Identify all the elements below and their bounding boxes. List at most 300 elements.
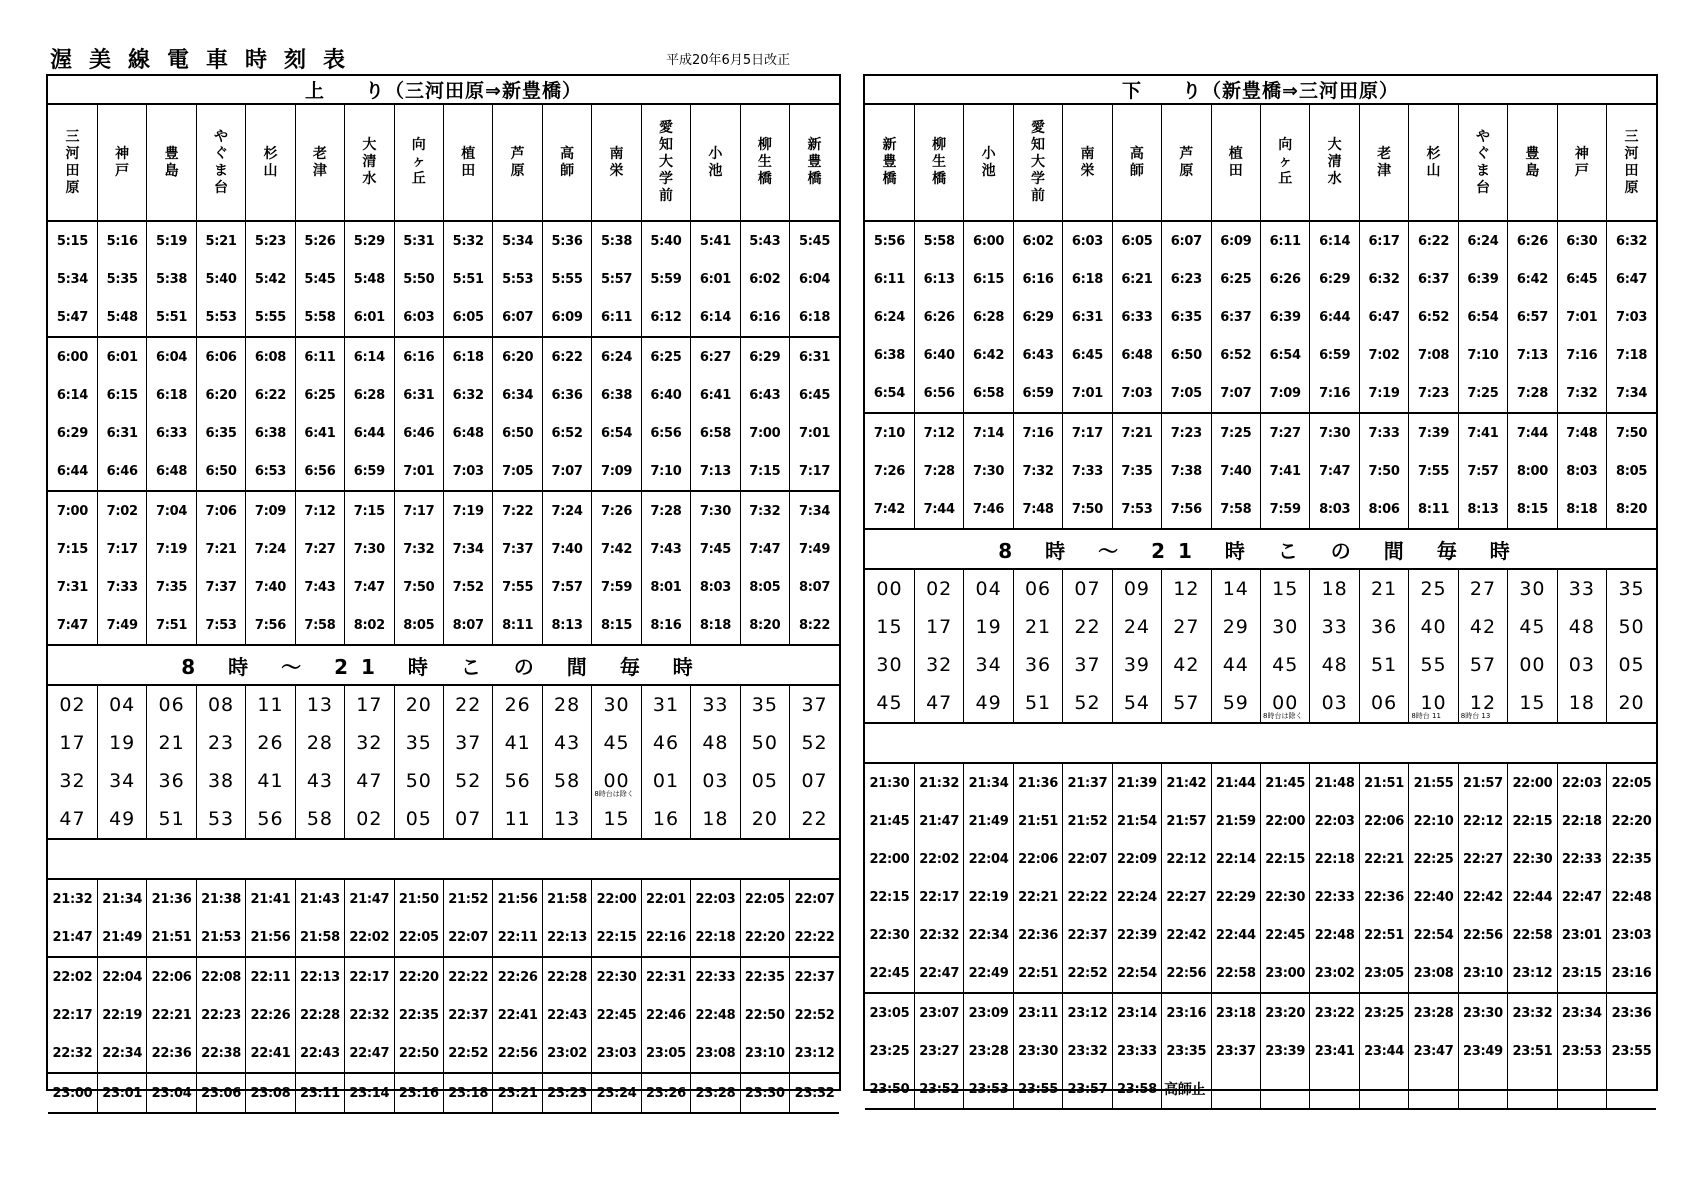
departure-time: 23:47 <box>1409 1032 1458 1070</box>
departure-time: 22:47 <box>914 954 963 993</box>
departure-time: 6:29 <box>56 425 89 441</box>
departure-time: 22:07 <box>790 879 839 918</box>
departure-time: 23:09 <box>964 993 1013 1032</box>
station-label: 植田 <box>461 145 476 179</box>
departure-time: 7:42 <box>592 530 641 568</box>
station-name <box>1508 104 1557 221</box>
departure-time: 6:59 <box>345 452 394 491</box>
departure-time: 7:34 <box>444 530 493 568</box>
page-title: 渥美線電車時刻表 <box>50 48 363 73</box>
departure-time: 22:22 <box>790 918 839 957</box>
departure-time: 6:56 <box>641 414 690 452</box>
departure-time: 7:56 <box>246 606 295 645</box>
departure-time: 5:38 <box>592 221 641 260</box>
departure-time: 23:55 <box>1013 1070 1062 1109</box>
departure-time: 7:30 <box>964 452 1013 490</box>
station-label: 柳生橋 <box>757 137 772 187</box>
departure-minute: 40 <box>1409 608 1458 646</box>
departure-time: 7:32 <box>394 530 443 568</box>
departure-time: 7:49 <box>790 530 839 568</box>
departure-time: 7:51 <box>147 606 196 645</box>
departure-minute: 31 <box>641 685 690 724</box>
departure-time: 6:11 <box>1261 221 1310 260</box>
station-name <box>345 104 394 221</box>
departure-time: 5:50 <box>394 260 443 298</box>
departure-time: 6:01 <box>345 298 394 337</box>
station-label: 大清水 <box>1327 137 1342 187</box>
departure-time: 6:47 <box>1359 298 1408 336</box>
departure-minute: 25 <box>1409 569 1458 608</box>
departure-time: 7:12 <box>914 413 963 452</box>
departure-time: 22:02 <box>914 840 963 878</box>
departure-time: 7:00 <box>56 503 89 519</box>
departure-time <box>1458 1070 1507 1109</box>
station-name <box>1458 104 1507 221</box>
departure-minute: 04 <box>97 685 146 724</box>
departure-time: 22:38 <box>196 1034 245 1073</box>
departure-time: 7:05 <box>1162 374 1211 413</box>
departure-time: 21:52 <box>444 879 493 918</box>
departure-time: 23:55 <box>1607 1032 1656 1070</box>
departure-time: 7:37 <box>196 568 245 606</box>
departure-time: 7:28 <box>1508 374 1557 413</box>
departure-time: 22:06 <box>1013 840 1062 878</box>
station-name <box>1409 104 1458 221</box>
departure-time: 7:42 <box>865 490 914 529</box>
departure-minute: 15 <box>592 800 641 839</box>
departure-time: 22:52 <box>1063 954 1112 993</box>
departure-time: 6:36 <box>542 376 591 414</box>
departure-time: 22:45 <box>865 954 914 993</box>
timetable-row <box>48 337 839 376</box>
departure-minute: 28 <box>295 724 344 762</box>
departure-time: 23:53 <box>1557 1032 1606 1070</box>
departure-time: 21:56 <box>246 918 295 957</box>
departure-minute: 27 <box>1162 608 1211 646</box>
departure-time <box>1409 1070 1458 1109</box>
departure-time: 21:34 <box>97 879 146 918</box>
departure-time: 23:30 <box>740 1073 789 1113</box>
departure-time: 22:05 <box>394 918 443 957</box>
departure-time: 22:20 <box>1607 802 1656 840</box>
station-name <box>394 104 443 221</box>
departure-time: 8:03 <box>691 568 740 606</box>
departure-time: 23:35 <box>1162 1032 1211 1070</box>
timetable-row <box>48 957 839 996</box>
departure-time: 7:50 <box>1607 413 1656 452</box>
departure-time: 5:47 <box>48 298 97 337</box>
up-station-row <box>48 104 839 221</box>
departure-time: 7:16 <box>1310 374 1359 413</box>
departure-minute: 27 <box>1458 569 1507 608</box>
departure-time: 8:01 <box>641 568 690 606</box>
departure-time: 22:51 <box>1013 954 1062 993</box>
station-label: やぐま台 <box>214 128 229 196</box>
departure-time: 6:01 <box>691 260 740 298</box>
departure-time: 21:47 <box>914 802 963 840</box>
departure-time: 6:52 <box>1211 336 1260 374</box>
station-name <box>1557 104 1606 221</box>
departure-minute: 15 <box>1261 569 1310 608</box>
departure-time: 6:26 <box>914 298 963 336</box>
departure-time: 22:43 <box>542 996 591 1034</box>
departure-minute: 00 8時台は除く <box>592 762 641 800</box>
departure-time: 22:58 <box>1508 916 1557 954</box>
departure-time: 23:01 <box>97 1073 146 1113</box>
departure-minute: 30 <box>1261 608 1310 646</box>
departure-time: 23:08 <box>246 1073 295 1113</box>
station-name <box>147 104 196 221</box>
departure-time: 6:37 <box>1409 260 1458 298</box>
station-label: 高師 <box>1129 145 1144 179</box>
departure-time: 7:17 <box>97 530 146 568</box>
departure-time: 22:09 <box>1112 840 1161 878</box>
departure-time: 5:34 <box>493 221 542 260</box>
departure-time: 22:56 <box>1458 916 1507 954</box>
departure-time: 22:45 <box>592 996 641 1034</box>
station-name <box>790 104 839 221</box>
departure-time: 22:00 <box>869 851 910 867</box>
station-name <box>740 104 789 221</box>
station-name <box>964 104 1013 221</box>
departure-time: 23:20 <box>1261 993 1310 1032</box>
departure-time: 23:00 <box>48 1073 97 1113</box>
departure-time: 22:36 <box>1359 878 1408 916</box>
departure-time: 22:50 <box>394 1034 443 1073</box>
departure-time: 23:10 <box>1458 954 1507 993</box>
departure-minute: 43 <box>295 762 344 800</box>
departure-time: 7:27 <box>295 530 344 568</box>
departure-time: 7:00 <box>740 414 789 452</box>
station-name <box>1162 104 1211 221</box>
departure-minute: 03 <box>1557 646 1606 684</box>
departure-time: 23:08 <box>691 1034 740 1073</box>
departure-minute: 35 <box>394 724 443 762</box>
departure-minute: 37 <box>1063 646 1112 684</box>
departure-time: 23:41 <box>1310 1032 1359 1070</box>
departure-minute: 36 <box>1359 608 1408 646</box>
departure-minute: 48 <box>1557 608 1606 646</box>
departure-time: 7:34 <box>1607 374 1656 413</box>
departure-time <box>1261 1070 1310 1109</box>
departure-time: 8:11 <box>493 606 542 645</box>
departure-minute: 22 <box>790 800 839 839</box>
station-name <box>1211 104 1260 221</box>
departure-time: 23:33 <box>1112 1032 1161 1070</box>
departure-minute: 20 <box>740 800 789 839</box>
departure-time: 6:15 <box>97 376 146 414</box>
departure-minute: 46 <box>641 724 690 762</box>
departure-minute: 03 <box>1310 684 1359 723</box>
departure-time: 7:56 <box>1162 490 1211 529</box>
departure-minute: 45 <box>592 724 641 762</box>
departure-time: 7:10 <box>873 425 906 441</box>
departure-minute: 21 <box>1013 608 1062 646</box>
departure-time: 22:10 <box>1409 802 1458 840</box>
departure-time <box>1211 1070 1260 1109</box>
departure-time: 7:12 <box>295 491 344 530</box>
departure-time: 6:54 <box>592 414 641 452</box>
departure-minute: 06 <box>1013 569 1062 608</box>
timetable-row <box>48 996 839 1034</box>
departure-time: 6:35 <box>196 414 245 452</box>
station-label: 三河田原 <box>1624 128 1639 196</box>
departure-minute: 52 <box>1063 684 1112 723</box>
departure-time: 8:05 <box>394 606 443 645</box>
revision-date: 平成20年6月5日改正 <box>666 53 791 68</box>
departure-time: 7:47 <box>1310 452 1359 490</box>
departure-time: 8:18 <box>691 606 740 645</box>
departure-time: 7:50 <box>1359 452 1408 490</box>
departure-time: 21:49 <box>97 918 146 957</box>
timetable-row <box>48 879 839 918</box>
departure-time: 7:25 <box>1458 374 1507 413</box>
departure-time: 7:47 <box>740 530 789 568</box>
departure-time: 22:06 <box>147 957 196 996</box>
departure-time: 22:54 <box>1112 954 1161 993</box>
departure-time: 6:20 <box>493 337 542 376</box>
departure-time: 23:05 <box>641 1034 690 1073</box>
departure-time: 21:44 <box>1211 763 1260 802</box>
departure-time: 22:03 <box>1310 802 1359 840</box>
departure-time: 23:18 <box>444 1073 493 1113</box>
departure-time: 6:04 <box>790 260 839 298</box>
departure-time: 22:58 <box>1211 954 1260 993</box>
timetable-row <box>865 413 1656 452</box>
departure-time: 23:16 <box>1162 993 1211 1032</box>
departure-time: 22:30 <box>592 957 641 996</box>
departure-time: 23:28 <box>1409 993 1458 1032</box>
departure-time: 7:40 <box>246 568 295 606</box>
departure-minute: 07 <box>790 762 839 800</box>
timetable-row <box>48 530 839 568</box>
departure-time: 6:20 <box>196 376 245 414</box>
departure-minute: 23 <box>196 724 245 762</box>
departure-time: 7:19 <box>444 491 493 530</box>
departure-time: 21:57 <box>1162 802 1211 840</box>
departure-time: 6:47 <box>1607 260 1656 298</box>
departure-time: 22:17 <box>914 878 963 916</box>
departure-minute: 04 <box>964 569 1013 608</box>
departure-time: 5:38 <box>147 260 196 298</box>
departure-minute: 26 <box>246 724 295 762</box>
departure-time: 7:23 <box>1409 374 1458 413</box>
departure-time: 7:50 <box>394 568 443 606</box>
departure-time: 7:34 <box>790 491 839 530</box>
departure-time: 23:57 <box>1063 1070 1112 1109</box>
departure-time: 7:10 <box>641 452 690 491</box>
departure-time: 6:42 <box>964 336 1013 374</box>
departure-minute: 06 <box>1359 684 1408 723</box>
departure-minute: 17 <box>345 685 394 724</box>
departure-time: 6:22 <box>1409 221 1458 260</box>
departure-minute: 28 <box>542 685 591 724</box>
timetable-row <box>48 221 839 260</box>
departure-time: 22:50 <box>740 996 789 1034</box>
departure-time: 5:23 <box>246 221 295 260</box>
departure-time: 6:27 <box>691 337 740 376</box>
departure-minute: 20 <box>1607 684 1656 723</box>
minute-row <box>865 608 1656 646</box>
timetable-row <box>865 452 1656 490</box>
departure-time: 8:15 <box>1508 490 1557 529</box>
departure-time: 23:37 <box>1211 1032 1260 1070</box>
departure-minute: 35 <box>740 685 789 724</box>
departure-minute: 22 <box>444 685 493 724</box>
departure-minute: 41 <box>246 762 295 800</box>
departure-time: 23:16 <box>394 1073 443 1113</box>
departure-time: 5:45 <box>790 221 839 260</box>
departure-minute: 01 <box>641 762 690 800</box>
departure-time: 6:32 <box>1607 221 1656 260</box>
minute-row <box>865 569 1656 608</box>
departure-time: 7:37 <box>493 530 542 568</box>
departure-time: 5:32 <box>444 221 493 260</box>
departure-time: 7:17 <box>790 452 839 491</box>
station-name <box>865 104 914 221</box>
departure-time: 7:35 <box>147 568 196 606</box>
departure-time: 6:09 <box>1211 221 1260 260</box>
departure-minute: 21 <box>1359 569 1408 608</box>
departure-time: 23:36 <box>1607 993 1656 1032</box>
departure-time: 7:49 <box>97 606 146 645</box>
departure-time: 6:18 <box>147 376 196 414</box>
departure-time: 高師止 <box>1162 1070 1211 1109</box>
departure-time: 6:18 <box>790 298 839 337</box>
departure-time: 22:26 <box>246 996 295 1034</box>
timetable-row <box>48 260 839 298</box>
departure-minute: 33 <box>1557 569 1606 608</box>
departure-time: 7:32 <box>1557 374 1606 413</box>
departure-time: 7:30 <box>345 530 394 568</box>
departure-time: 22:28 <box>542 957 591 996</box>
departure-time: 21:56 <box>493 879 542 918</box>
departure-time: 7:57 <box>542 568 591 606</box>
departure-minute: 11 <box>493 800 542 839</box>
departure-time: 5:29 <box>345 221 394 260</box>
departure-time: 22:07 <box>444 918 493 957</box>
departure-time: 7:32 <box>1013 452 1062 490</box>
timetable-row <box>48 414 839 452</box>
departure-time: 7:55 <box>493 568 542 606</box>
departure-time: 7:01 <box>790 414 839 452</box>
station-name <box>1112 104 1161 221</box>
departure-time: 8:20 <box>1607 490 1656 529</box>
departure-minute: 32 <box>345 724 394 762</box>
departure-time: 23:00 <box>1261 954 1310 993</box>
exception-note: 8時台は除く <box>1263 712 1303 720</box>
departure-time: 21:39 <box>1112 763 1161 802</box>
departure-time: 21:32 <box>52 891 93 907</box>
departure-time: 22:37 <box>444 996 493 1034</box>
minute-row <box>865 684 1656 723</box>
departure-time: 7:52 <box>444 568 493 606</box>
departure-time: 22:15 <box>869 889 910 905</box>
departure-time: 21:57 <box>1458 763 1507 802</box>
departure-time: 5:19 <box>147 221 196 260</box>
departure-time: 23:10 <box>740 1034 789 1073</box>
departure-minute: 34 <box>97 762 146 800</box>
departure-time: 22:35 <box>1607 840 1656 878</box>
departure-time: 6:03 <box>1063 221 1112 260</box>
station-name <box>444 104 493 221</box>
departure-minute: 13 <box>542 800 591 839</box>
departure-time: 23:01 <box>1557 916 1606 954</box>
departure-time: 6:04 <box>147 337 196 376</box>
departure-time: 6:30 <box>1557 221 1606 260</box>
timetable-row <box>48 918 839 957</box>
departure-time: 6:21 <box>1112 260 1161 298</box>
station-label: 向ヶ丘 <box>411 137 426 187</box>
departure-time: 6:54 <box>1261 336 1310 374</box>
departure-time: 6:58 <box>691 414 740 452</box>
departure-time: 23:25 <box>869 1043 910 1059</box>
departure-time: 22:48 <box>691 996 740 1034</box>
departure-minute: 30 <box>876 654 903 676</box>
departure-time: 7:44 <box>1508 413 1557 452</box>
departure-time: 22:19 <box>964 878 1013 916</box>
departure-time: 6:37 <box>1211 298 1260 336</box>
departure-time: 22:19 <box>97 996 146 1034</box>
station-label: 神戸 <box>115 145 130 179</box>
departure-minute: 52 <box>790 724 839 762</box>
departure-time: 7:09 <box>246 491 295 530</box>
departure-minute: 51 <box>147 800 196 839</box>
departure-time: 22:37 <box>1063 916 1112 954</box>
station-name <box>48 104 97 221</box>
station-name <box>1310 104 1359 221</box>
departure-time: 22:17 <box>52 1007 93 1023</box>
departure-time: 23:06 <box>196 1073 245 1113</box>
departure-time: 7:04 <box>147 491 196 530</box>
down-timetable <box>863 74 1658 1098</box>
departure-time: 6:34 <box>493 376 542 414</box>
departure-time: 23:07 <box>914 993 963 1032</box>
departure-time: 21:47 <box>345 879 394 918</box>
departure-time: 5:21 <box>196 221 245 260</box>
departure-time: 7:44 <box>914 490 963 529</box>
blank-spacer <box>48 839 839 879</box>
departure-minute: 36 <box>147 762 196 800</box>
departure-time: 7:15 <box>345 491 394 530</box>
departure-time: 22:41 <box>246 1034 295 1073</box>
departure-minute: 36 <box>1013 646 1062 684</box>
departure-time: 23:34 <box>1557 993 1606 1032</box>
departure-minute: 16 <box>641 800 690 839</box>
departure-time: 6:50 <box>196 452 245 491</box>
departure-time: 21:38 <box>196 879 245 918</box>
departure-minute: 12 8時台 13 <box>1458 684 1507 723</box>
station-label: 植田 <box>1228 145 1243 179</box>
departure-time: 22:33 <box>691 957 740 996</box>
departure-time: 22:04 <box>964 840 1013 878</box>
departure-time: 6:25 <box>1211 260 1260 298</box>
departure-minute: 30 <box>1508 569 1557 608</box>
departure-time: 7:33 <box>1063 452 1112 490</box>
departure-minute: 10 8時台 11 <box>1409 684 1458 723</box>
departure-time: 22:13 <box>542 918 591 957</box>
departure-time: 5:58 <box>295 298 344 337</box>
departure-time: 8:07 <box>790 568 839 606</box>
departure-time: 7:40 <box>542 530 591 568</box>
blank-spacer <box>865 723 1656 763</box>
departure-time: 7:58 <box>295 606 344 645</box>
departure-time: 6:52 <box>542 414 591 452</box>
exception-note: 8時台 13 <box>1460 712 1491 720</box>
departure-time: 22:02 <box>52 969 93 985</box>
station-name <box>1013 104 1062 221</box>
departure-time: 6:32 <box>1359 260 1408 298</box>
